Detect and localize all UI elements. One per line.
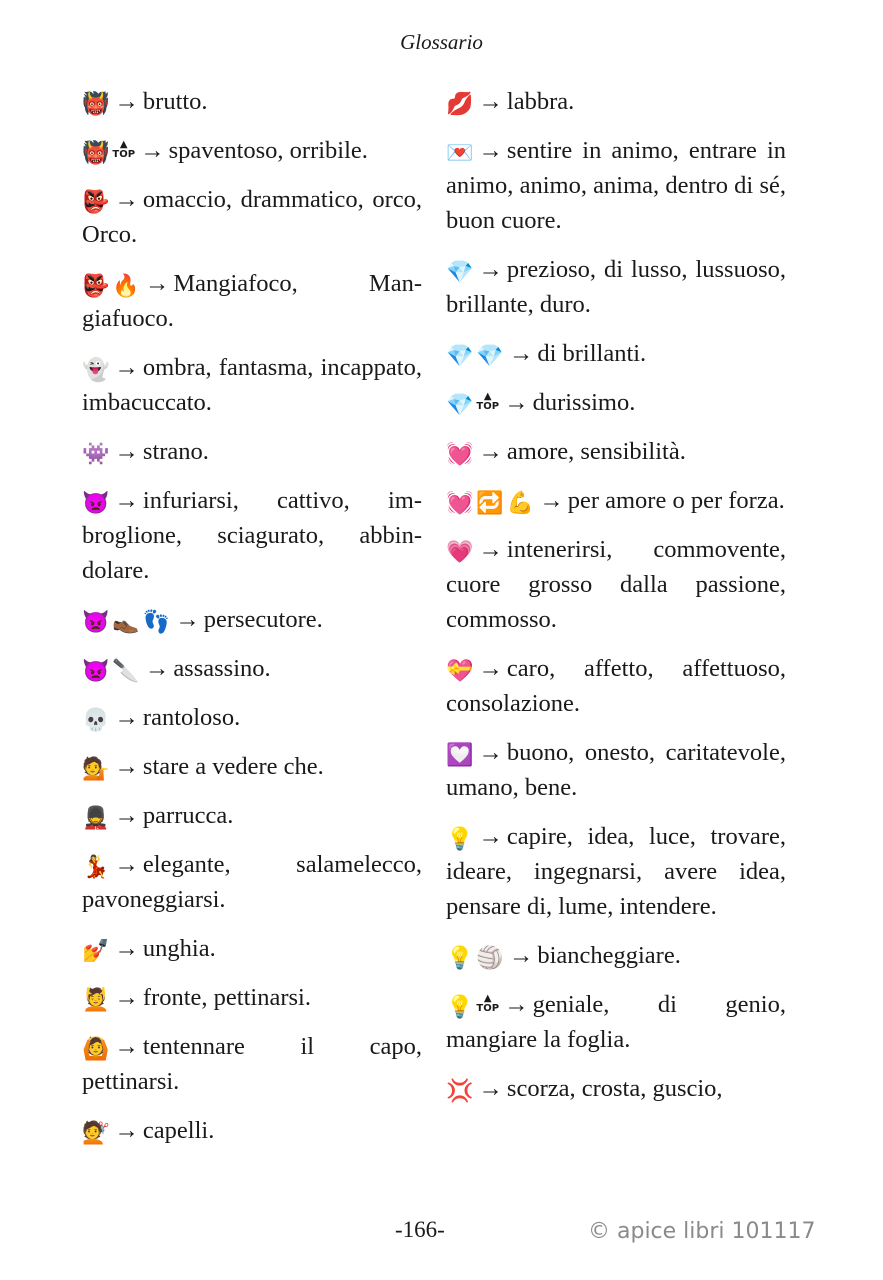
arrow-symbol: → xyxy=(175,606,200,633)
angry-devil-icon: 👿 xyxy=(82,659,110,684)
glossary-entry xyxy=(82,1029,422,1099)
arrow-symbol: → xyxy=(478,88,503,115)
person-tipping-hand-icon: 💁 xyxy=(82,757,110,782)
arrow-symbol: → xyxy=(478,655,503,682)
glossary-column-left xyxy=(82,84,422,1162)
glossary-entry xyxy=(82,847,422,917)
glossary-entry xyxy=(82,350,422,420)
entry-definition: parrucca. xyxy=(142,802,234,829)
arrow-symbol: → xyxy=(508,340,534,367)
light-bulb-icon: 💡 xyxy=(446,827,474,852)
entry-definition: biancheggiare. xyxy=(537,942,681,969)
top-arrow-icon: ▲ TOP xyxy=(476,392,499,412)
ogre-icon: 👹 xyxy=(82,92,110,117)
glossary-entry xyxy=(82,266,422,336)
glossary-entry xyxy=(446,84,786,119)
knife-icon: 🔪 xyxy=(112,659,140,684)
arrow-symbol: → xyxy=(114,186,139,213)
arrow-symbol: → xyxy=(508,942,534,969)
arrow-symbol: → xyxy=(478,137,503,164)
entry-definition: caro, affetto, affettuoso, consolazione. xyxy=(446,655,786,717)
light-bulb-icon: 💡 xyxy=(446,946,474,971)
glossary-entry xyxy=(446,1071,786,1106)
gem-icon: 💎 xyxy=(446,344,474,369)
entry-definition: fronte, pettinarsi. xyxy=(142,984,311,1011)
entry-definition: rantoloso. xyxy=(142,704,241,731)
growing-heart-icon: 💗 xyxy=(446,540,474,565)
entry-definition: amore, sensibilità. xyxy=(506,438,686,465)
arrow-symbol: → xyxy=(114,438,139,465)
arrow-symbol: → xyxy=(114,753,139,780)
arrow-symbol: → xyxy=(114,935,139,962)
angry-devil-icon: 👿 xyxy=(82,610,110,635)
goblin-icon: 👺 xyxy=(82,190,110,215)
glossary-entry xyxy=(446,336,786,371)
entry-definition: stare a vedere che. xyxy=(142,753,324,780)
shoe-icon: 👞 xyxy=(112,610,140,635)
skull-icon: 💀 xyxy=(82,708,110,733)
angry-devil-icon: 👿 xyxy=(82,491,110,516)
glossary-entry xyxy=(82,182,422,252)
dancer-icon: 💃 xyxy=(82,855,110,880)
entry-definition: Mangiafoco, Mangiafuoco. xyxy=(82,270,422,332)
top-arrow-icon: ▲ TOP xyxy=(476,994,499,1014)
heart-ribbon-icon: 💝 xyxy=(446,659,474,684)
arrow-symbol: → xyxy=(539,487,564,514)
arrow-symbol: → xyxy=(144,655,170,682)
arrow-symbol: → xyxy=(478,536,503,563)
gem-icon: 💎 xyxy=(446,260,474,285)
alien-monster-icon: 👾 xyxy=(82,442,110,467)
glossary-entry xyxy=(446,434,786,469)
anger-symbol-icon: 💢 xyxy=(446,1079,474,1104)
entry-definition: intenerirsi, commovente, cuore grosso dalla passione, commosso. xyxy=(446,536,786,633)
entry-definition: capelli. xyxy=(142,1117,215,1144)
arrow-symbol: → xyxy=(114,802,139,829)
gem-icon: 💎 xyxy=(446,393,474,418)
entry-definition: prezioso, di lusso, lussuoso, brillante, duro. xyxy=(446,256,786,318)
beating-heart-icon: 💓 xyxy=(446,442,474,467)
glossary-entry xyxy=(446,938,786,973)
glossary-entry xyxy=(446,735,786,805)
beating-heart-icon: 💓 xyxy=(446,491,474,516)
nail-polish-icon: 💅 xyxy=(82,939,110,964)
kiss-mark-icon: 💋 xyxy=(446,92,474,117)
glossary-entry xyxy=(82,651,422,686)
arrow-symbol: → xyxy=(114,88,139,115)
arrow-symbol: → xyxy=(114,1033,139,1060)
guard-icon: 💂 xyxy=(82,806,110,831)
volleyball-icon: 🏐 xyxy=(476,946,504,971)
arrow-symbol: → xyxy=(114,1117,139,1144)
glossary-entry xyxy=(82,980,422,1015)
goblin-icon: 👺 xyxy=(82,274,110,299)
arrow-symbol: → xyxy=(478,256,503,283)
entry-definition: buono, onesto, caritatevole, umano, bene. xyxy=(446,739,786,801)
repeat-icon: 🔁 xyxy=(476,491,504,516)
entry-definition: unghia. xyxy=(142,935,216,962)
person-gesturing-icon: 🙆 xyxy=(82,1037,110,1062)
glossary-entry xyxy=(446,532,786,637)
arrow-symbol: → xyxy=(114,487,139,514)
entry-definition: di brillanti. xyxy=(537,340,647,367)
arrow-symbol: → xyxy=(144,270,170,297)
entry-definition: infuriarsi, cattivo, imbroglione, sciagurato, abbindolare. xyxy=(82,487,422,584)
entry-definition: assassino. xyxy=(173,655,271,682)
entry-definition: sentire in animo, entrare in animo, animo, anima, dentro di sé, buon cuore. xyxy=(446,137,786,234)
glossary-entry xyxy=(82,798,422,833)
entry-definition: omaccio, drammatico, orco, Orco. xyxy=(82,186,422,248)
glossary-entry xyxy=(82,1113,422,1148)
light-bulb-icon: 💡 xyxy=(446,995,474,1020)
fire-icon: 🔥 xyxy=(112,274,140,299)
glossary-entry xyxy=(446,819,786,924)
arrow-symbol: → xyxy=(478,438,503,465)
glossary-entry xyxy=(82,84,422,119)
entry-definition: ombra, fantasma, incappato, imbacuccato. xyxy=(82,354,422,416)
entry-definition: strano. xyxy=(142,438,209,465)
entry-definition: scorza, crosta, guscio, xyxy=(506,1075,723,1102)
entry-definition: spaventoso, orribile. xyxy=(168,137,368,164)
arrow-symbol: → xyxy=(114,984,139,1011)
arrow-symbol: → xyxy=(504,389,529,416)
glossary-entry xyxy=(446,133,786,238)
arrow-symbol: → xyxy=(478,739,503,766)
glossary-entry xyxy=(446,987,786,1057)
glossary-entry xyxy=(446,651,786,721)
glossary-entry xyxy=(82,749,422,784)
entry-definition: per amore o per forza. xyxy=(567,487,785,514)
entry-definition: brutto. xyxy=(142,88,208,115)
arrow-symbol: → xyxy=(504,991,529,1018)
ogre-icon: 👹 xyxy=(82,141,110,166)
glossary-entry xyxy=(82,483,422,588)
copyright-notice: © apice libri 101117 xyxy=(588,1219,816,1244)
running-header: Glossario xyxy=(400,30,483,54)
arrow-symbol: → xyxy=(140,137,165,164)
love-letter-icon: 💌 xyxy=(446,141,474,166)
entry-definition: tentennare il capo, pettinarsi. xyxy=(82,1033,422,1095)
gem-icon: 💎 xyxy=(476,344,504,369)
arrow-symbol: → xyxy=(478,823,503,850)
glossary-column-right xyxy=(446,84,786,1120)
flexed-biceps-icon: 💪 xyxy=(506,491,535,516)
glossary-entry xyxy=(446,252,786,322)
top-arrow-icon: ▲ TOP xyxy=(112,140,135,160)
glossary-entry xyxy=(446,483,786,518)
footprints-icon: 👣 xyxy=(142,610,171,635)
entry-definition: persecutore. xyxy=(203,606,323,633)
glossary-entry xyxy=(446,385,786,420)
entry-definition: labbra. xyxy=(506,88,575,115)
entry-definition: capire, idea, luce, trovare, ideare, ingegnarsi, avere idea, pensare di, lume, intendere. xyxy=(446,823,786,920)
arrow-symbol: → xyxy=(114,354,139,381)
glossary-entry xyxy=(82,133,422,168)
arrow-symbol: → xyxy=(478,1075,503,1102)
glossary-entry xyxy=(82,700,422,735)
haircut-icon: 💇 xyxy=(82,1121,110,1146)
ghost-icon: 👻 xyxy=(82,358,110,383)
glossary-entry xyxy=(82,434,422,469)
entry-definition: geniale, di genio, mangiare la foglia. xyxy=(446,991,786,1053)
face-massage-icon: 💆 xyxy=(82,988,110,1013)
page-number: -166- xyxy=(395,1217,445,1242)
glossary-entry xyxy=(82,602,422,637)
arrow-symbol: → xyxy=(114,704,139,731)
entry-definition: durissimo. xyxy=(532,389,636,416)
arrow-symbol: → xyxy=(114,851,139,878)
entry-definition: elegante, salamelecco, pavoneggiarsi. xyxy=(82,851,422,913)
glossary-entry xyxy=(82,931,422,966)
heart-decoration-icon: 💟 xyxy=(446,743,474,768)
